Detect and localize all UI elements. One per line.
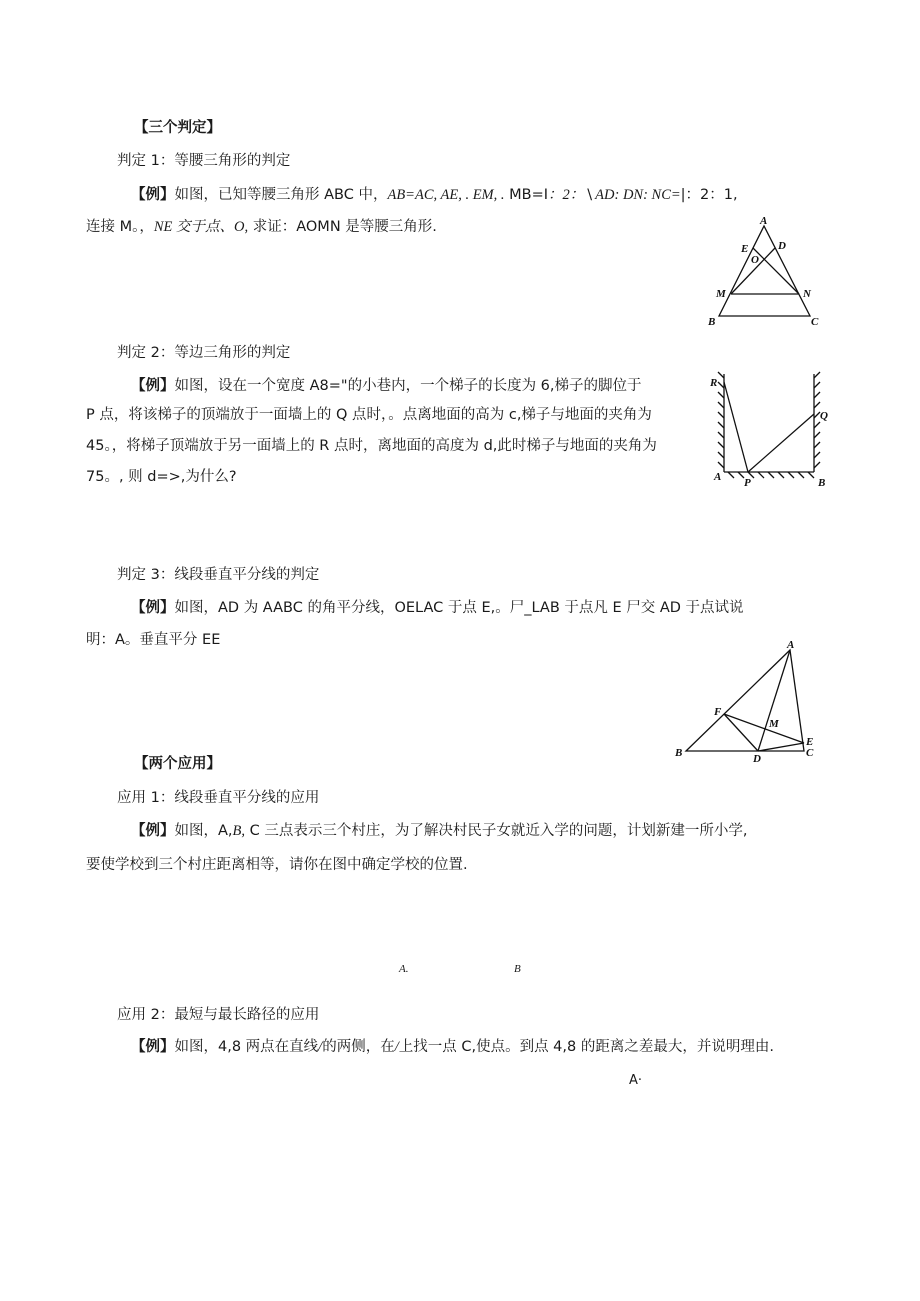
ground-hatching <box>728 472 814 478</box>
triangle-abc <box>686 650 804 751</box>
text-run: MB=I <box>504 187 549 203</box>
application-1-example-line-1 <box>131 821 747 841</box>
example-label: 【例】 <box>131 600 175 616</box>
text-run: C 三点表示三个村庄，为了解决村民子女就近入学的问题，计划新建一所小学, <box>245 823 748 839</box>
judgment-3-title: 判定 3：线段垂直平分线的判定 <box>117 567 320 583</box>
label-r: R <box>710 377 718 389</box>
judgment-3-example-line-1 <box>131 598 744 618</box>
judgment-2-title: 判定 2：等边三角形的判定 <box>117 345 291 361</box>
math-run: NE 交于点、O, <box>153 219 249 235</box>
text-run: \ <box>587 187 593 203</box>
segment-fe <box>724 714 804 743</box>
label-e: E <box>806 736 814 748</box>
text-run: 如图，4,8 两点在直线 <box>174 1039 319 1055</box>
label-q: Q <box>820 410 828 422</box>
triangle-abc <box>719 226 810 316</box>
village-point-a: A. <box>399 963 409 975</box>
judgment-1-example-line-2 <box>86 217 437 237</box>
section-heading-two-applications: 【两个应用】 <box>134 756 221 772</box>
judgment-3-example-line-2: 明：A。垂直平分 EE <box>86 632 221 648</box>
label-c: C <box>811 316 819 328</box>
judgment-2-example-line-3: 45。，将梯子顶端放于另一面墙上的 R 点时，离地面的高度为 d,此时梯子与地面的夹角为 <box>86 438 657 454</box>
label-a: A <box>787 639 795 651</box>
label-m: M <box>769 718 779 730</box>
village-point-b: B <box>514 963 521 975</box>
application-1-example-line-2: 要使学校到三个村庄距离相等，请你在图中确定学校的位置. <box>86 857 468 873</box>
label-a: A <box>760 215 768 227</box>
left-wall-hatching <box>718 372 724 468</box>
example-label: 【例】 <box>131 1039 175 1055</box>
text-run: 如图，设在一个宽度 A8="的小巷内，一个梯子的长度为 6,梯子的脚位于 <box>174 378 642 394</box>
example-label: 【例】 <box>131 823 175 839</box>
isosceles-triangle-figure <box>700 212 830 332</box>
label-a: A <box>714 471 722 483</box>
judgment-2-example-line-1 <box>131 376 642 396</box>
label-d: D <box>778 240 786 252</box>
label-p: P <box>744 477 751 489</box>
label-f: F <box>714 706 722 718</box>
math-run: AD: DN: NC= <box>595 187 681 203</box>
angle-bisector-figure <box>672 638 832 768</box>
ladder-to-r <box>724 382 748 472</box>
text-run: 上找一点 C,使点。到点 4,8 的距离之差最大，并说明理由. <box>398 1039 774 1055</box>
application-2-example-line-1 <box>131 1037 774 1057</box>
application-2-title: 应用 2：最短与最长路径的应用 <box>117 1007 320 1023</box>
point-a-marker: A· <box>629 1073 643 1088</box>
label-e: E <box>741 243 749 255</box>
segment-ne <box>753 248 799 294</box>
math-run: B, <box>232 823 246 839</box>
example-label: 【例】 <box>131 187 175 203</box>
judgment-2-example-line-2: P 点，将该梯子的顶端放于一面墙上的 Q 点时，。点离地面的高为 c,梯子与地面的夹角为 <box>86 407 652 423</box>
label-b: B <box>675 747 683 759</box>
math-run: / <box>394 1039 399 1055</box>
label-c: C <box>806 747 814 759</box>
judgment-2-example-line-4: 75。, 则 d=>,为什么? <box>86 469 237 485</box>
segment-de <box>758 743 804 751</box>
text-run: 求证：AOMN 是等腰三角形. <box>248 219 437 235</box>
label-n: N <box>803 288 811 300</box>
label-b: B <box>818 477 826 489</box>
text-run: 如图，已知等腰三角形 ABC 中， <box>174 187 388 203</box>
text-run: 如图，A, <box>174 823 233 839</box>
math-run: ：2： <box>548 187 585 203</box>
application-1-title: 应用 1：线段垂直平分线的应用 <box>117 790 320 806</box>
ladder-to-q <box>748 414 814 472</box>
label-o: O <box>751 254 759 266</box>
ladder-alley-figure <box>704 368 834 493</box>
judgment-1-title: 判定 1：等腰三角形的判定 <box>117 153 291 169</box>
text-run: |：2：1, <box>680 187 738 203</box>
math-run: / <box>318 1039 323 1055</box>
example-label: 【例】 <box>131 378 175 394</box>
math-run: AB=AC, AE, . EM, . <box>387 187 505 203</box>
label-b: B <box>708 316 716 328</box>
text-run: 的两侧，在 <box>322 1039 395 1055</box>
text-run: 连接 M。， <box>86 219 154 235</box>
label-d: D <box>753 753 761 765</box>
section-heading-three-judgments: 【三个判定】 <box>134 120 221 136</box>
label-m: M <box>716 288 726 300</box>
judgment-1-example-line-1 <box>131 185 738 205</box>
text-run: 如图，AD 为 AABC 的角平分线，OELAC 于点 E,。尸_LAB 于点凡 E 尸交 AD 于点试说 <box>174 600 744 616</box>
